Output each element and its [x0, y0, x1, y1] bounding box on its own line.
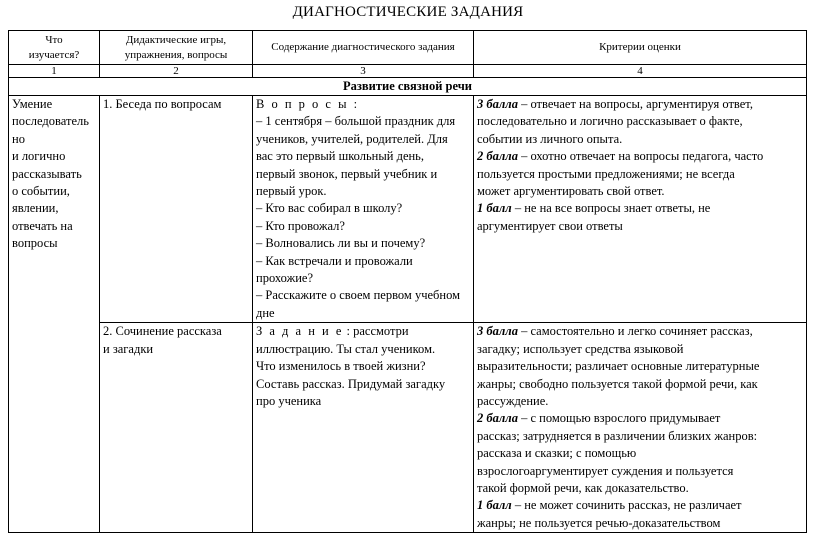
content-cell [253, 96, 474, 323]
criteria-line: событии из личного опыта. [477, 131, 623, 146]
subject-line: рассказывать [12, 166, 82, 181]
score-label: 1 балл [477, 498, 512, 513]
section-row [9, 78, 807, 96]
page-title: ДИАГНОСТИЧЕСКИЕ ЗАДАНИЯ [292, 4, 524, 20]
criteria-line: загадку; использует средства языковой [477, 341, 684, 356]
criteria-cell [474, 96, 807, 323]
header-subject [9, 31, 100, 65]
subject-line: явлении, [12, 201, 59, 216]
content-line: – Расскажите о своем первом учебном [256, 288, 460, 303]
content-line: иллюстрацию. Ты стал учеником. [256, 341, 436, 356]
header-subject-line: Что [45, 33, 63, 46]
criteria-line: последовательно и логично рассказывает о факте, [477, 114, 743, 129]
criteria-line: взрослогоаргументирует суждения и пользуется [477, 463, 734, 478]
subject-cell [9, 96, 100, 533]
table-row [9, 323, 807, 533]
header-games-line: упражнения, вопросы [124, 48, 228, 61]
criteria-text: – охотно отвечает на вопросы педагога, часто [517, 149, 764, 164]
content-line [256, 323, 470, 340]
subject-line: Умение [12, 97, 53, 111]
game-title: 2. Сочинение рассказа [103, 324, 222, 339]
column-number: 2 [100, 65, 253, 78]
game-title: и загадки [103, 341, 154, 356]
content-line: учеников, учителей, родителей. Для [256, 131, 448, 146]
criteria-line: может аргументировать свой ответ. [477, 184, 665, 199]
criteria-text: – не может сочинить рассказ, не различает [511, 498, 742, 513]
criteria-line: жанры; свободно пользуется такой формой речи, как [477, 376, 758, 391]
subject-line: отвечать на [12, 218, 73, 233]
content-line: про ученика [256, 393, 322, 408]
content-line: Что изменилось в твоей жизни? [256, 359, 426, 374]
diagnostic-table [8, 30, 807, 533]
subject-line: вопросы [12, 236, 58, 251]
column-number: 3 [253, 65, 474, 78]
content-cell [253, 323, 474, 533]
criteria-line [477, 148, 803, 165]
content-line: Составь рассказ. Придумай загадку [256, 376, 446, 391]
subject-line: последователь [12, 114, 89, 129]
header-games-line: Дидактические игры, [125, 33, 227, 46]
criteria-cell [474, 323, 807, 533]
criteria-line [477, 323, 803, 340]
score-label: 2 балла [477, 149, 518, 164]
game-cell [100, 96, 253, 323]
header-content: Содержание диагностического задания [253, 31, 474, 65]
content-line: прохожие? [256, 271, 314, 286]
content-line: первый звонок, первый учебник и [256, 166, 438, 181]
column-number: 4 [474, 65, 807, 78]
column-number-row [9, 65, 807, 78]
table-row [9, 96, 807, 323]
subject-line: но [12, 131, 25, 146]
criteria-line: жанры; не пользуется речью-доказательством [477, 515, 721, 530]
content-line: вас это первый школьный день, [256, 149, 425, 164]
header-row [9, 31, 807, 65]
criteria-line [477, 497, 803, 514]
criteria-line [477, 96, 803, 113]
section-title: Развитие связной речи [9, 78, 807, 96]
score-label: 3 балла [477, 324, 518, 339]
criteria-text: – самостоятельно и легко сочиняет рассказ, [517, 324, 753, 339]
content-text: : рассмотри [343, 324, 409, 339]
header-criteria: Критерии оценки [474, 31, 807, 65]
criteria-line [477, 200, 803, 217]
criteria-line: выразительности; различает основные литературные [477, 359, 760, 374]
criteria-line: пользуется простыми предложениями; не всегда [477, 166, 735, 181]
criteria-line: такой формой речи, как доказательство. [477, 480, 689, 495]
criteria-text: – с помощью взрослого придумывает [517, 411, 721, 426]
content-line: дне [256, 305, 275, 320]
content-line: – 1 сентября – большой праздник для [256, 114, 456, 129]
criteria-line: аргументирует свои ответы [477, 218, 623, 233]
score-label: 1 балл [477, 201, 512, 216]
score-label: 3 балла [477, 97, 518, 111]
game-cell [100, 323, 253, 533]
content-line: – Кто провожал? [256, 218, 345, 233]
content-line: – Как встречали и провожали [256, 253, 413, 268]
score-label: 2 балла [477, 411, 518, 426]
column-number: 1 [9, 65, 100, 78]
game-title: 1. Беседа по вопросам [103, 97, 222, 111]
content-line: – Кто вас собирал в школу? [256, 201, 403, 216]
criteria-line: рассказа и сказки; с помощью [477, 446, 637, 461]
criteria-text: – отвечает на вопросы, аргументируя ответ, [517, 97, 753, 111]
criteria-line: рассуждение. [477, 393, 549, 408]
subject-line: и логично [12, 149, 66, 164]
header-subject-line: изучается? [28, 48, 80, 61]
content-heading: З а д а н и е [256, 324, 344, 339]
criteria-text: – не на все вопросы знает ответы, не [511, 201, 711, 216]
content-heading: В о п р о с ы : [256, 97, 360, 111]
content-line: – Волновались ли вы и почему? [256, 236, 426, 251]
subject-line: о событии, [12, 184, 70, 199]
criteria-line: рассказ; затрудняется в различении близких жанров: [477, 428, 758, 443]
content-line: первый урок. [256, 184, 327, 199]
criteria-line [477, 410, 803, 427]
header-games [100, 31, 253, 65]
